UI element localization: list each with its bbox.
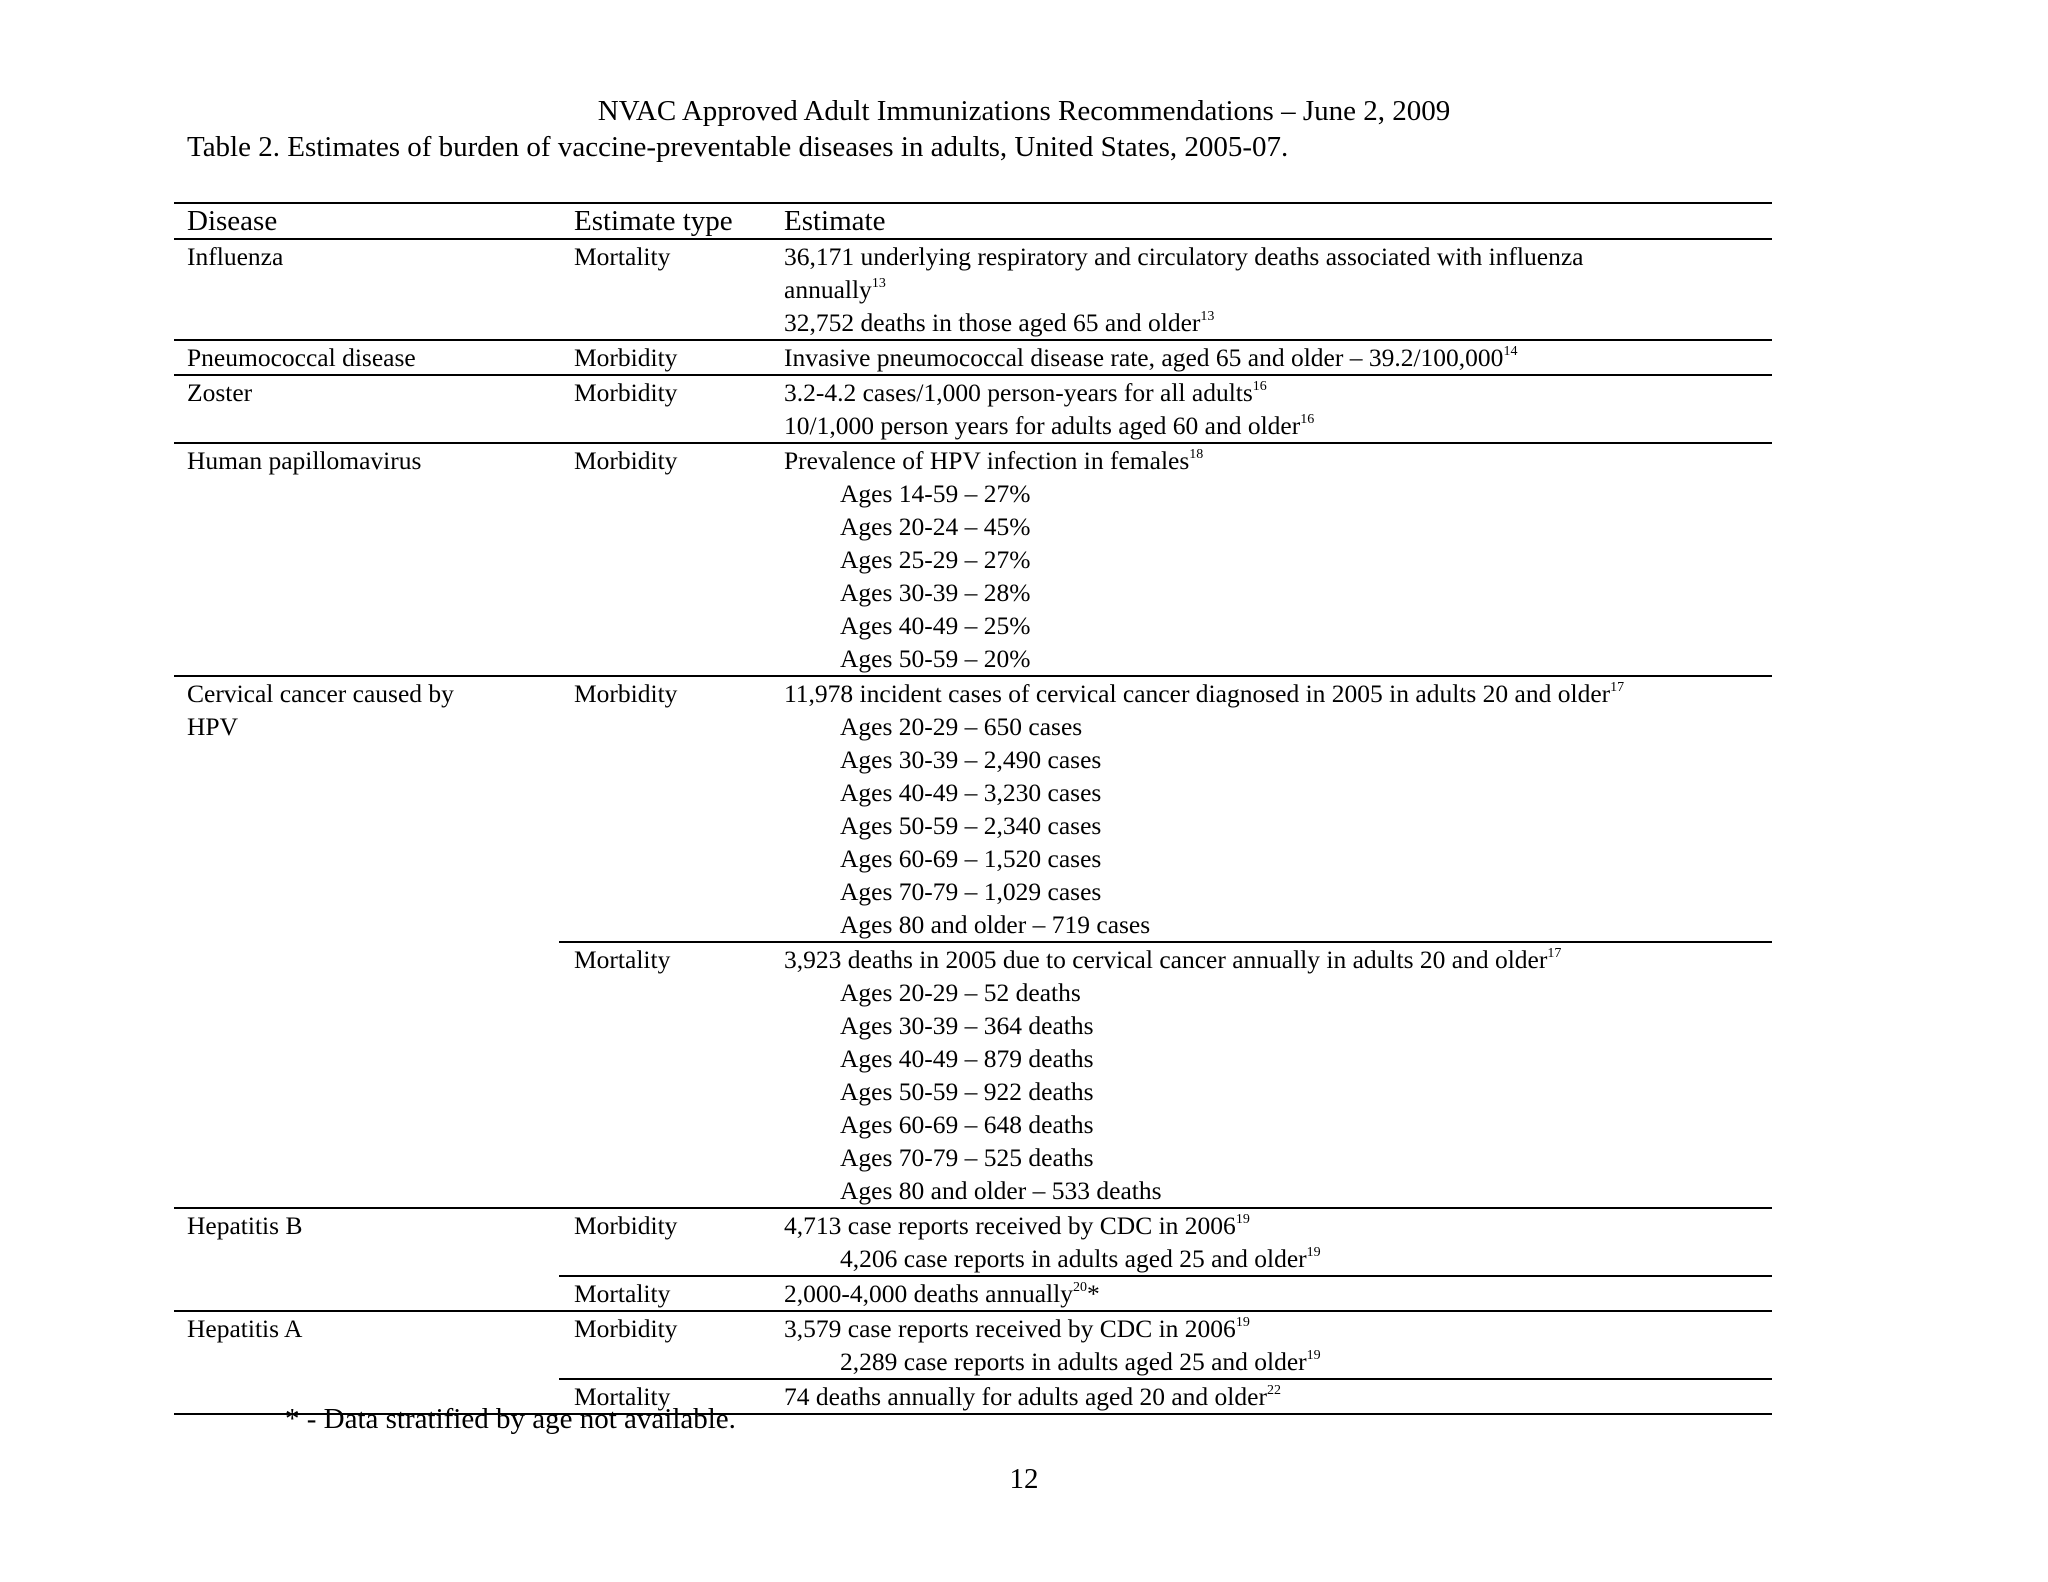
table-body — [174, 240, 1772, 1415]
estimate-line — [784, 1009, 1772, 1042]
estimate-text: Ages 60-69 – 1,520 cases — [840, 844, 1102, 873]
estimate-line — [784, 444, 1772, 477]
estimate-text: Ages 30-39 – 364 deaths — [840, 1011, 1094, 1040]
estimate-entry — [559, 941, 1772, 1207]
estimate-line — [784, 710, 1772, 743]
reference-superscript: 17 — [1610, 680, 1625, 695]
estimate-line — [784, 1141, 1772, 1174]
table-row — [174, 1209, 1772, 1312]
estimate-line — [784, 510, 1772, 543]
estimate-line — [784, 875, 1772, 908]
estimate-line — [784, 409, 1772, 442]
column-header-disease: Disease — [187, 205, 278, 237]
estimate-text: 11,978 incident cases of cervical cancer diagnosed in 2005 in adults 20 and older — [784, 679, 1611, 708]
disease-name: HPV — [187, 712, 239, 741]
reference-superscript: 16 — [1252, 379, 1267, 394]
estimate-cell — [784, 240, 1772, 339]
estimate-cell — [784, 341, 1772, 374]
estimate-entry-body — [174, 1312, 1772, 1378]
estimate-text: 3.2-4.2 cases/1,000 person-years for all adults — [784, 378, 1253, 407]
table-row — [174, 444, 1772, 677]
estimate-line — [784, 609, 1772, 642]
estimate-text: Ages 50-59 – 922 deaths — [840, 1077, 1094, 1106]
estimate-line — [784, 376, 1772, 409]
estimate-entry — [559, 1378, 1772, 1413]
estimate-line — [784, 842, 1772, 875]
estimate-entry — [174, 240, 1772, 339]
estimate-text: 74 deaths annually for adults aged 20 and older — [784, 1382, 1267, 1411]
estimate-line — [784, 1380, 1772, 1413]
running-header: NVAC Approved Adult Immunizations Recommendations – June 2, 2009 — [597, 95, 1451, 127]
disease-name: Hepatitis B — [187, 1211, 303, 1240]
estimate-entry-body — [174, 240, 1772, 339]
estimate-entry-body — [174, 677, 1772, 941]
estimate-type: Morbidity — [574, 343, 678, 372]
estimate-entry-body — [174, 1209, 1772, 1275]
reference-superscript: 19 — [1235, 1212, 1250, 1227]
estimate-line — [784, 809, 1772, 842]
reference-superscript: 16 — [1300, 412, 1315, 427]
estimate-text: 4,713 case reports received by CDC in 2006 — [784, 1211, 1236, 1240]
reference-superscript: 13 — [871, 276, 886, 291]
estimate-type: Mortality — [574, 945, 671, 974]
footnote-marker: * — [1086, 1279, 1100, 1308]
estimate-text: 4,206 case reports in adults aged 25 and older — [840, 1244, 1307, 1273]
column-header-estimate: Estimate — [784, 205, 886, 237]
estimate-type: Mortality — [574, 1382, 671, 1411]
disease-name: Zoster — [187, 378, 253, 407]
table-caption: Table 2. Estimates of burden of vaccine-preventable diseases in adults, United States, 2005-07. — [187, 131, 1289, 163]
estimate-type: Morbidity — [574, 1211, 678, 1240]
reference-superscript: 14 — [1503, 344, 1518, 359]
reference-superscript: 17 — [1547, 946, 1562, 961]
estimate-text: 3,923 deaths in 2005 due to cervical cancer annually in adults 20 and older — [784, 945, 1548, 974]
estimate-text: Ages 40-49 – 879 deaths — [840, 1044, 1094, 1073]
estimate-text: 3,579 case reports received by CDC in 2006 — [784, 1314, 1236, 1343]
disease-name: Cervical cancer caused by — [187, 679, 454, 708]
disease-name: Human papillomavirus — [187, 446, 422, 475]
table-row — [174, 677, 1772, 1209]
estimate-text: Prevalence of HPV infection in females — [784, 446, 1190, 475]
table-header-row — [174, 202, 1772, 240]
estimate-text: 2,289 case reports in adults aged 25 and older — [840, 1347, 1307, 1376]
estimate-entry-body — [174, 1277, 1772, 1310]
estimate-entry — [174, 1209, 1772, 1275]
estimate-line — [784, 642, 1772, 675]
column-header-estimate-type: Estimate type — [574, 205, 733, 237]
estimate-text: Invasive pneumococcal disease rate, aged 65 and older – 39.2/100,000 — [784, 343, 1504, 372]
reference-superscript: 19 — [1306, 1245, 1321, 1260]
reference-superscript: 19 — [1306, 1348, 1321, 1363]
estimate-type: Morbidity — [574, 679, 678, 708]
reference-superscript: 19 — [1235, 1315, 1250, 1330]
estimate-line — [784, 273, 1772, 306]
estimate-text: Ages 25-29 – 27% — [840, 545, 1031, 574]
estimate-cell — [784, 376, 1772, 442]
estimate-text: Ages 80 and older – 719 cases — [840, 910, 1151, 939]
estimate-line — [784, 1277, 1772, 1310]
estimate-entry-body — [174, 341, 1772, 374]
estimate-type: Morbidity — [574, 378, 678, 407]
disease-name: Influenza — [187, 242, 284, 271]
disease-name: Pneumococcal disease — [187, 343, 416, 372]
estimate-text: 36,171 underlying respiratory and circulatory deaths associated with influenza — [784, 242, 1584, 271]
estimate-type: Morbidity — [574, 446, 678, 475]
estimate-cell — [784, 444, 1772, 675]
estimate-entry-body — [174, 943, 1772, 1207]
estimate-text: Ages 50-59 – 20% — [840, 644, 1031, 673]
estimate-cell — [784, 677, 1772, 941]
estimate-cell — [784, 1312, 1772, 1378]
estimate-line — [784, 477, 1772, 510]
estimate-text: Ages 30-39 – 28% — [840, 578, 1031, 607]
estimate-line — [784, 306, 1772, 339]
estimate-line — [784, 1108, 1772, 1141]
estimate-line — [784, 1209, 1772, 1242]
table-footnote: * - Data stratified by age not available. — [285, 1403, 736, 1435]
estimate-line — [784, 341, 1772, 374]
estimate-text: 2,000-4,000 deaths annually — [784, 1279, 1073, 1308]
estimate-text: Ages 40-49 – 3,230 cases — [840, 778, 1102, 807]
estimate-line — [784, 776, 1772, 809]
disease-name: Hepatitis A — [187, 1314, 303, 1343]
estimate-line — [784, 1075, 1772, 1108]
estimate-text: Ages 40-49 – 25% — [840, 611, 1031, 640]
table-row — [174, 376, 1772, 444]
estimate-entry — [174, 1312, 1772, 1378]
estimate-line — [784, 908, 1772, 941]
estimate-text: Ages 50-59 – 2,340 cases — [840, 811, 1102, 840]
page-number: 12 — [1009, 1463, 1039, 1495]
estimate-line — [784, 1174, 1772, 1207]
estimate-line — [784, 576, 1772, 609]
estimate-cell — [784, 1277, 1772, 1310]
estimate-entry-body — [174, 444, 1772, 675]
estimate-entry-body — [174, 376, 1772, 442]
estimate-text: Ages 60-69 – 648 deaths — [840, 1110, 1094, 1139]
reference-superscript: 22 — [1266, 1383, 1281, 1398]
estimate-line — [784, 1312, 1772, 1345]
estimate-text: 10/1,000 person years for adults aged 60 and older — [784, 411, 1301, 440]
estimate-text: Ages 80 and older – 533 deaths — [840, 1176, 1162, 1205]
estimate-type: Morbidity — [574, 1314, 678, 1343]
estimate-entry — [174, 376, 1772, 442]
estimate-text: Ages 30-39 – 2,490 cases — [840, 745, 1102, 774]
estimate-line — [784, 743, 1772, 776]
estimate-entry — [174, 444, 1772, 675]
estimate-entry — [559, 1275, 1772, 1310]
estimate-text: annually — [784, 275, 872, 304]
estimate-line — [784, 976, 1772, 1009]
estimate-line — [784, 543, 1772, 576]
estimate-type: Mortality — [574, 242, 671, 271]
reference-superscript: 18 — [1189, 447, 1204, 462]
table-row — [174, 240, 1772, 341]
estimate-text: Ages 14-59 – 27% — [840, 479, 1031, 508]
estimate-line — [784, 1242, 1772, 1275]
reference-superscript: 20 — [1072, 1280, 1087, 1295]
estimate-line — [784, 1345, 1772, 1378]
estimate-entry — [174, 341, 1772, 374]
estimate-cell — [784, 1209, 1772, 1275]
estimate-cell — [784, 943, 1772, 1207]
estimate-entry — [174, 677, 1772, 941]
estimate-line — [784, 240, 1772, 273]
estimate-text: Ages 20-24 – 45% — [840, 512, 1031, 541]
table-row — [174, 341, 1772, 376]
estimate-line — [784, 677, 1772, 710]
table-row — [174, 1312, 1772, 1415]
estimate-text: Ages 20-29 – 650 cases — [840, 712, 1083, 741]
estimate-text: Ages 70-79 – 525 deaths — [840, 1143, 1094, 1172]
estimate-text: 32,752 deaths in those aged 65 and older — [784, 308, 1201, 337]
estimate-text: Ages 20-29 – 52 deaths — [840, 978, 1081, 1007]
estimate-type: Mortality — [574, 1279, 671, 1308]
estimate-cell — [784, 1380, 1772, 1413]
reference-superscript: 13 — [1200, 309, 1215, 324]
burden-table — [174, 202, 1772, 1415]
estimate-line — [784, 1042, 1772, 1075]
estimate-text: Ages 70-79 – 1,029 cases — [840, 877, 1102, 906]
estimate-line — [784, 943, 1772, 976]
